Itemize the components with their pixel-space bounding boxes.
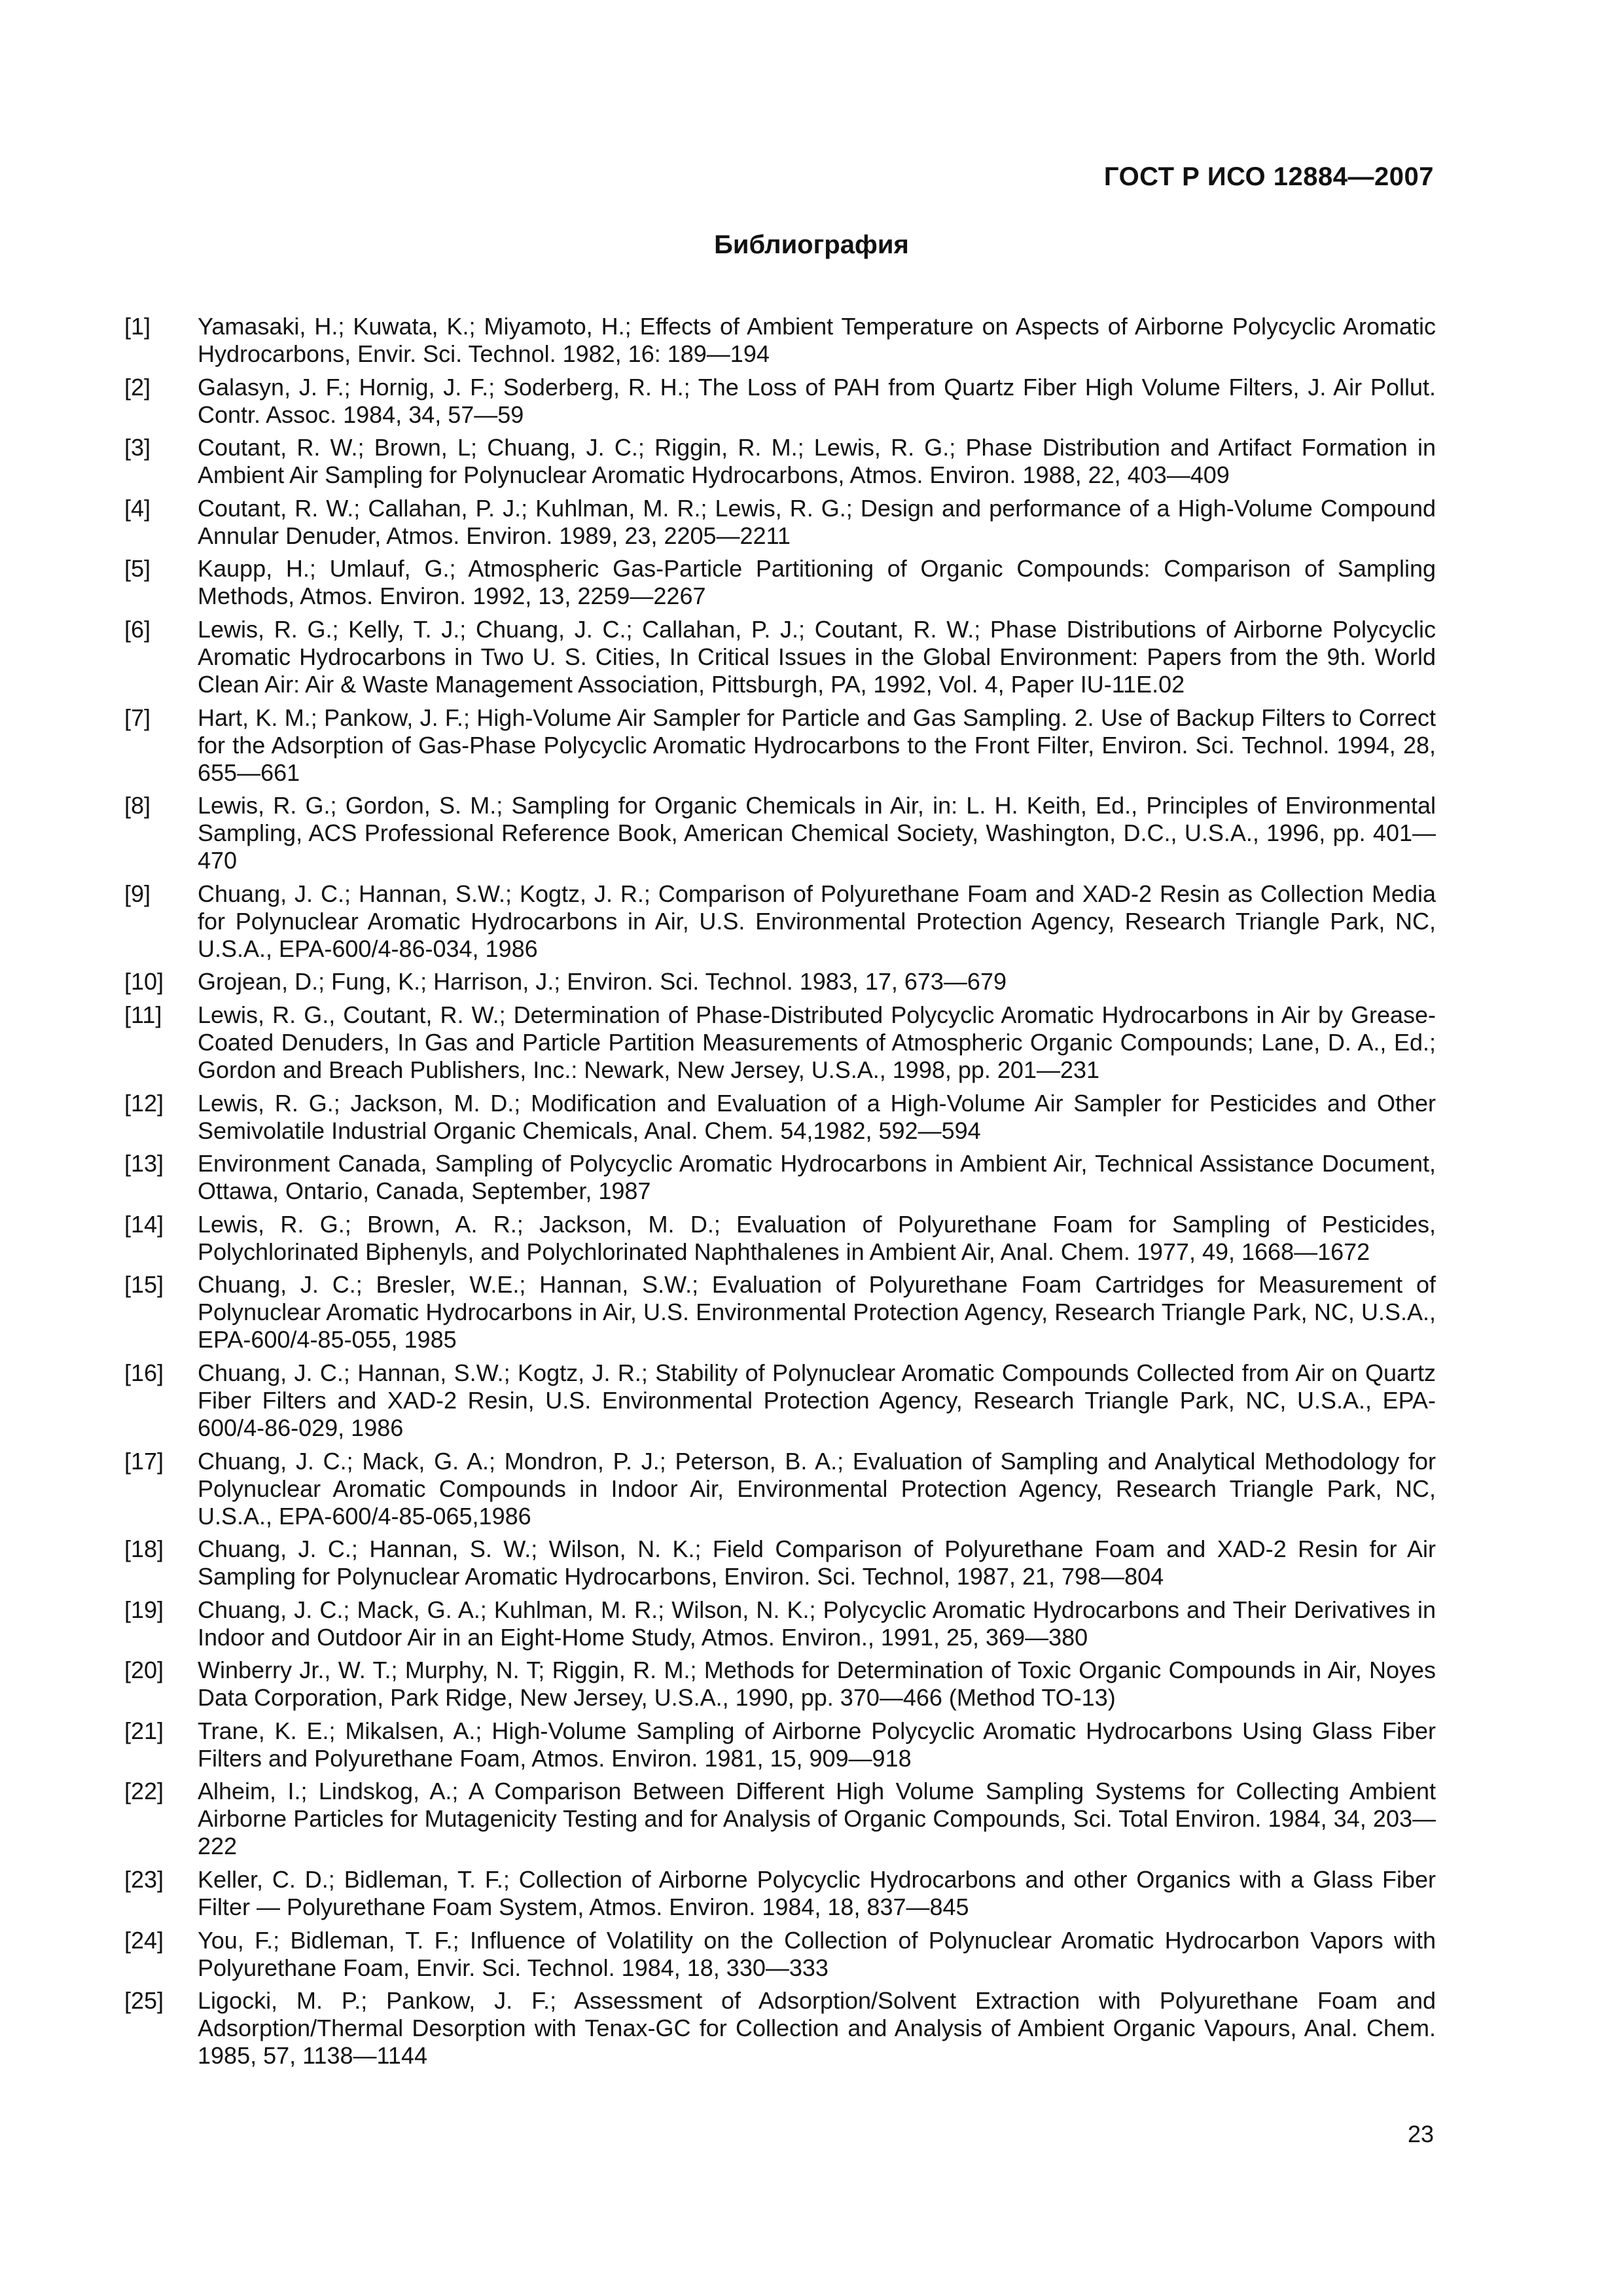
reference-number: [11] bbox=[124, 1001, 162, 1028]
reference-number: [1] bbox=[124, 313, 151, 340]
reference-item bbox=[124, 374, 1436, 429]
reference-text: Keller, C. D.; Bidleman, T. F.; Collection of Airborne Polycyclic Hydrocarbons and other Organics with a Glass Fiber Filter — Polyurethane Foam System, Atmos. Environ. 1984, 18, 837—845 bbox=[198, 1866, 1436, 1921]
reference-item bbox=[124, 1271, 1436, 1354]
reference-item bbox=[124, 1150, 1436, 1205]
reference-item bbox=[124, 1090, 1436, 1145]
reference-number: [22] bbox=[124, 1778, 164, 1805]
reference-number: [17] bbox=[124, 1447, 164, 1475]
reference-text: Chuang, J. C.; Mack, G. A.; Kuhlman, M. R.; Wilson, N. K.; Polycyclic Aromatic Hydrocarbons and Their Derivatives in Indoor and Outdoor Air in an Eight-Home Study, Atmos. Environ., 1991, 25, 369—380 bbox=[198, 1596, 1436, 1651]
reference-text: Alheim, I.; Lindskog, A.; A Comparison Between Different High Volume Sampling Systems for Collecting Ambient Airborne Particles for Mutagenicity Testing and for Analysis of Organic Compounds, Sci. Total Environ. 1984, 34, 203—222 bbox=[198, 1778, 1436, 1860]
reference-text: Chuang, J. C.; Hannan, S. W.; Wilson, N. K.; Field Comparison of Polyurethane Foam and XAD-2 Resin for Air Sampling for Polynuclear Aromatic Hydrocarbons, Environ. Sci. Technol, 1987, 21, 798—804 bbox=[198, 1535, 1436, 1590]
reference-text: Winberry Jr., W. T.; Murphy, N. T; Riggin, R. M.; Methods for Determination of Toxic Organic Compounds in Air, Noyes Data Corporation, Park Ridge, New Jersey, U.S.A., 1990, pp. 370—466 (Method TO-13) bbox=[198, 1657, 1436, 1712]
reference-item bbox=[124, 1866, 1436, 1921]
reference-text: Lewis, R. G.; Kelly, T. J.; Chuang, J. C.; Callahan, P. J.; Coutant, R. W.; Phase Distributions of Airborne Polycyclic Aromatic Hydrocarbons in Two U. S. Cities, In Critical Issues in the Global Environment: Papers from the 9th. World Clean Air: Air & Waste Management Association, Pittsburgh, PA, 1992, Vol. 4, Paper IU-11E.02 bbox=[198, 615, 1436, 698]
reference-text: Lewis, R. G.; Brown, A. R.; Jackson, M. D.; Evaluation of Polyurethane Foam for Sampling of Pesticides, Polychlorinated Biphenyls, and Polychlorinated Naphthalenes in Ambient Air, Anal. Chem. 1977, 49, 1668—1672 bbox=[198, 1210, 1436, 1265]
reference-item bbox=[124, 1001, 1436, 1084]
reference-number: [4] bbox=[124, 494, 151, 522]
reference-number: [15] bbox=[124, 1271, 164, 1299]
reference-text: Kaupp, H.; Umlauf, G.; Atmospheric Gas-Particle Partitioning of Organic Compounds: Comparison of Sampling Methods, Atmos. Environ. 1992, 13, 2259—2267 bbox=[198, 555, 1436, 610]
reference-item bbox=[124, 1448, 1436, 1530]
reference-number: [18] bbox=[124, 1535, 164, 1563]
reference-number: [8] bbox=[124, 792, 151, 819]
reference-number: [3] bbox=[124, 434, 151, 461]
reference-item bbox=[124, 1359, 1436, 1442]
reference-number: [23] bbox=[124, 1866, 164, 1893]
page-number: 23 bbox=[1407, 2121, 1434, 2147]
reference-number: [2] bbox=[124, 373, 151, 401]
reference-text: Lewis, R. G.; Jackson, M. D.; Modification and Evaluation of a High-Volume Air Sampler for Pesticides and Other Semivolatile Industrial Organic Chemicals, Anal. Chem. 54,1982, 592—594 bbox=[198, 1089, 1436, 1144]
bibliography-list bbox=[124, 313, 1436, 2075]
reference-number: [19] bbox=[124, 1596, 164, 1623]
reference-number: [9] bbox=[124, 880, 151, 907]
reference-number: [5] bbox=[124, 555, 151, 583]
reference-number: [14] bbox=[124, 1210, 164, 1238]
reference-item bbox=[124, 616, 1436, 698]
reference-text: Environment Canada, Sampling of Polycyclic Aromatic Hydrocarbons in Ambient Air, Technical Assistance Document, Ottawa, Ontario, Canada, September, 1987 bbox=[198, 1150, 1436, 1205]
reference-text: Ligocki, M. P.; Pankow, J. F.; Assessment of Adsorption/Solvent Extraction with Polyurethane Foam and Adsorption/Thermal Desorption with Tenax-GC for Collection and Analysis of Ambient Organic Vapours, Anal. Chem. 1985, 57, 1138—1144 bbox=[198, 1987, 1436, 2070]
reference-text: Yamasaki, H.; Kuwata, K.; Miyamoto, H.; Effects of Ambient Temperature on Aspects of Airborne Polycyclic Aromatic Hydrocarbons, Envir. Sci. Technol. 1982, 16: 189—194 bbox=[198, 313, 1436, 367]
reference-item bbox=[124, 1211, 1436, 1266]
reference-text: Grojean, D.; Fung, K.; Harrison, J.; Environ. Sci. Technol. 1983, 17, 673—679 bbox=[198, 968, 1007, 996]
reference-item bbox=[124, 792, 1436, 874]
reference-item bbox=[124, 495, 1436, 550]
reference-number: [7] bbox=[124, 704, 151, 731]
reference-text: Galasyn, J. F.; Hornig, J. F.; Soderberg, R. H.; The Loss of PAH from Quartz Fiber High Volume Filters, J. Air Pollut. Contr. Assoc. 1984, 34, 57—59 bbox=[198, 373, 1436, 428]
reference-number: [13] bbox=[124, 1150, 164, 1177]
reference-text: Hart, K. M.; Pankow, J. F.; High-Volume Air Sampler for Particle and Gas Sampling. 2. Use of Backup Filters to Correct for the Adsorption of Gas-Phase Polycyclic Aromatic Hydrocarbons to the Front Filter, Environ. Sci. Technol. 1994, 28, 655—661 bbox=[198, 704, 1436, 786]
reference-item bbox=[124, 434, 1436, 489]
reference-item bbox=[124, 313, 1436, 368]
page-title: Библиография bbox=[714, 230, 909, 259]
reference-text: Coutant, R. W.; Callahan, P. J.; Kuhlman, M. R.; Lewis, R. G.; Design and performance of a High-Volume Compound Annular Denuder, Atmos. Environ. 1989, 23, 2205—2211 bbox=[198, 494, 1436, 549]
reference-item bbox=[124, 1927, 1436, 1982]
reference-number: [20] bbox=[124, 1657, 164, 1684]
reference-text: You, F.; Bidleman, T. F.; Influence of Volatility on the Collection of Polynuclear Aromatic Hydrocarbon Vapors with Polyurethane Foam, Envir. Sci. Technol. 1984, 18, 330—333 bbox=[198, 1926, 1436, 1981]
reference-text: Coutant, R. W.; Brown, L; Chuang, J. C.; Riggin, R. M.; Lewis, R. G.; Phase Distribution and Artifact Formation in Ambient Air Sampling for Polynuclear Aromatic Hydrocarbons, Atmos. Environ. 1988, 22, 403—409 bbox=[198, 434, 1436, 489]
reference-item bbox=[124, 968, 1436, 996]
reference-number: [10] bbox=[124, 968, 164, 996]
reference-text: Chuang, J. C.; Hannan, S.W.; Kogtz, J. R.; Stability of Polynuclear Aromatic Compounds Collected from Air on Quartz Fiber Filters and XAD-2 Resin, U.S. Environmental Protection Agency, Research Triangle Park, NC, U.S.A., EPA-600/4-86-029, 1986 bbox=[198, 1359, 1436, 1441]
reference-item bbox=[124, 1596, 1436, 1651]
reference-text: Trane, K. E.; Mikalsen, A.; High-Volume Sampling of Airborne Polycyclic Aromatic Hydrocarbons Using Glass Fiber Filters and Polyurethane Foam, Atmos. Environ. 1981, 15, 909—918 bbox=[198, 1717, 1436, 1772]
standard-code-header: ГОСТ Р ИСО 12884—2007 bbox=[1103, 162, 1434, 191]
reference-item bbox=[124, 704, 1436, 787]
reference-item bbox=[124, 1657, 1436, 1712]
reference-number: [21] bbox=[124, 1717, 164, 1744]
reference-number: [16] bbox=[124, 1359, 164, 1386]
reference-item bbox=[124, 1717, 1436, 1772]
reference-item bbox=[124, 1987, 1436, 2070]
reference-number: [25] bbox=[124, 1987, 164, 2015]
reference-item bbox=[124, 880, 1436, 963]
reference-number: [6] bbox=[124, 615, 151, 643]
reference-text: Chuang, J. C.; Bresler, W.E.; Hannan, S.W.; Evaluation of Polyurethane Foam Cartridges for Measurement of Polynuclear Aromatic Hydrocarbons in Air, U.S. Environmental Protection Agency, Research Triangle Park, NC, U.S.A., EPA-600/4-85-055, 1985 bbox=[198, 1271, 1436, 1354]
reference-item bbox=[124, 555, 1436, 610]
reference-text: Chuang, J. C.; Mack, G. A.; Mondron, P. J.; Peterson, B. A.; Evaluation of Sampling and Analytical Methodology for Polynuclear Aromatic Compounds in Indoor Air, Environmental Protection Agency, Research Triangle Park, NC, U.S.A., EPA-600/4-85-065,1986 bbox=[198, 1447, 1436, 1530]
reference-number: [12] bbox=[124, 1089, 164, 1117]
reference-item bbox=[124, 1535, 1436, 1590]
reference-text: Chuang, J. C.; Hannan, S.W.; Kogtz, J. R.; Comparison of Polyurethane Foam and XAD-2 Resin as Collection Media for Polynuclear Aromatic Hydrocarbons in Air, U.S. Environmental Protection Agency, Research Triangle Park, NC, U.S.A., EPA-600/4-86-034, 1986 bbox=[198, 880, 1436, 962]
reference-number: [24] bbox=[124, 1926, 164, 1954]
reference-text: Lewis, R. G., Coutant, R. W.; Determination of Phase-Distributed Polycyclic Aromatic Hydrocarbons in Air by Grease-Coated Denuders, In Gas and Particle Partition Measurements of Atmospheric Organic Compounds; Lane, D. A., Ed.; Gordon and Breach Publishers, Inc.: Newark, New Jersey, U.S.A., 1998, pp. 201—231 bbox=[198, 1001, 1436, 1083]
reference-item bbox=[124, 1778, 1436, 1860]
reference-text: Lewis, R. G.; Gordon, S. M.; Sampling for Organic Chemicals in Air, in: L. H. Keith, Ed., Principles of Environmental Sampling, ACS Professional Reference Book, American Chemical Society, Washington, D.C., U.S.A., 1996, pp. 401—470 bbox=[198, 792, 1436, 874]
